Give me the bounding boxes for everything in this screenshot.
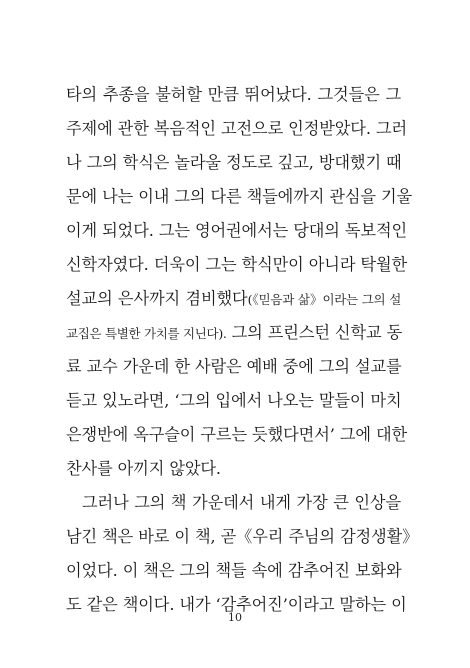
- text-line: 은쟁반에 옥구슬이 구르는 듯했다면서’ 그에 대한: [66, 425, 408, 444]
- page-number: 10: [228, 611, 242, 624]
- text-line: 그러나 그의 책 가운데서 내게 가장 큰 인상을: [82, 493, 401, 512]
- text-line: 문에 나는 이내 그의 다른 책들에까지 관심을 기울: [66, 187, 413, 206]
- text-line: 듣고 있노라면, ‘그의 입에서 나오는 말들이 마치: [66, 391, 402, 410]
- text-line: 찬사를 아끼지 않았다.: [66, 459, 221, 478]
- text-line: 도 같은 책이다. 내가 ‘감추어진’이라고 말하는 이: [66, 595, 407, 614]
- text-line-with-note: [66, 316, 401, 350]
- text-line: 신학자였다. 더욱이 그는 학식만이 아니라 탁월한: [66, 255, 408, 274]
- text-line-with-note: [66, 282, 401, 316]
- body-text: [66, 78, 419, 622]
- text-line: 료 교수 가운데 한 사람은 예배 중에 그의 설교를: [66, 357, 402, 376]
- text-line: 이었다. 이 책은 그의 책들 속에 감추어진 보화와: [66, 561, 402, 580]
- text-line: 주제에 관한 복음적인 고전으로 인정받았다. 그러: [66, 119, 408, 138]
- text-main: 설교의 은사까지 겸비했다: [66, 289, 248, 308]
- text-line: 타의 추종을 불허할 만큼 뛰어났다. 그것들은 그: [66, 85, 401, 104]
- parenthetical-note: 교집은 특별한 가치를 지닌다).: [66, 326, 227, 341]
- text-main: 그의 프린스턴 신학교 동: [226, 323, 403, 342]
- parenthetical-note: (《믿음과 삶》이라는 그의 설: [247, 292, 402, 307]
- text-line: 이게 되었다. 그는 영어권에서는 당대의 독보적인: [66, 221, 408, 240]
- text-line: 나 그의 학식은 놀라울 정도로 깊고, 방대했기 때: [66, 153, 402, 172]
- text-line: 남긴 책은 바로 이 책, 곧《우리 주님의 감정생활》: [66, 527, 419, 546]
